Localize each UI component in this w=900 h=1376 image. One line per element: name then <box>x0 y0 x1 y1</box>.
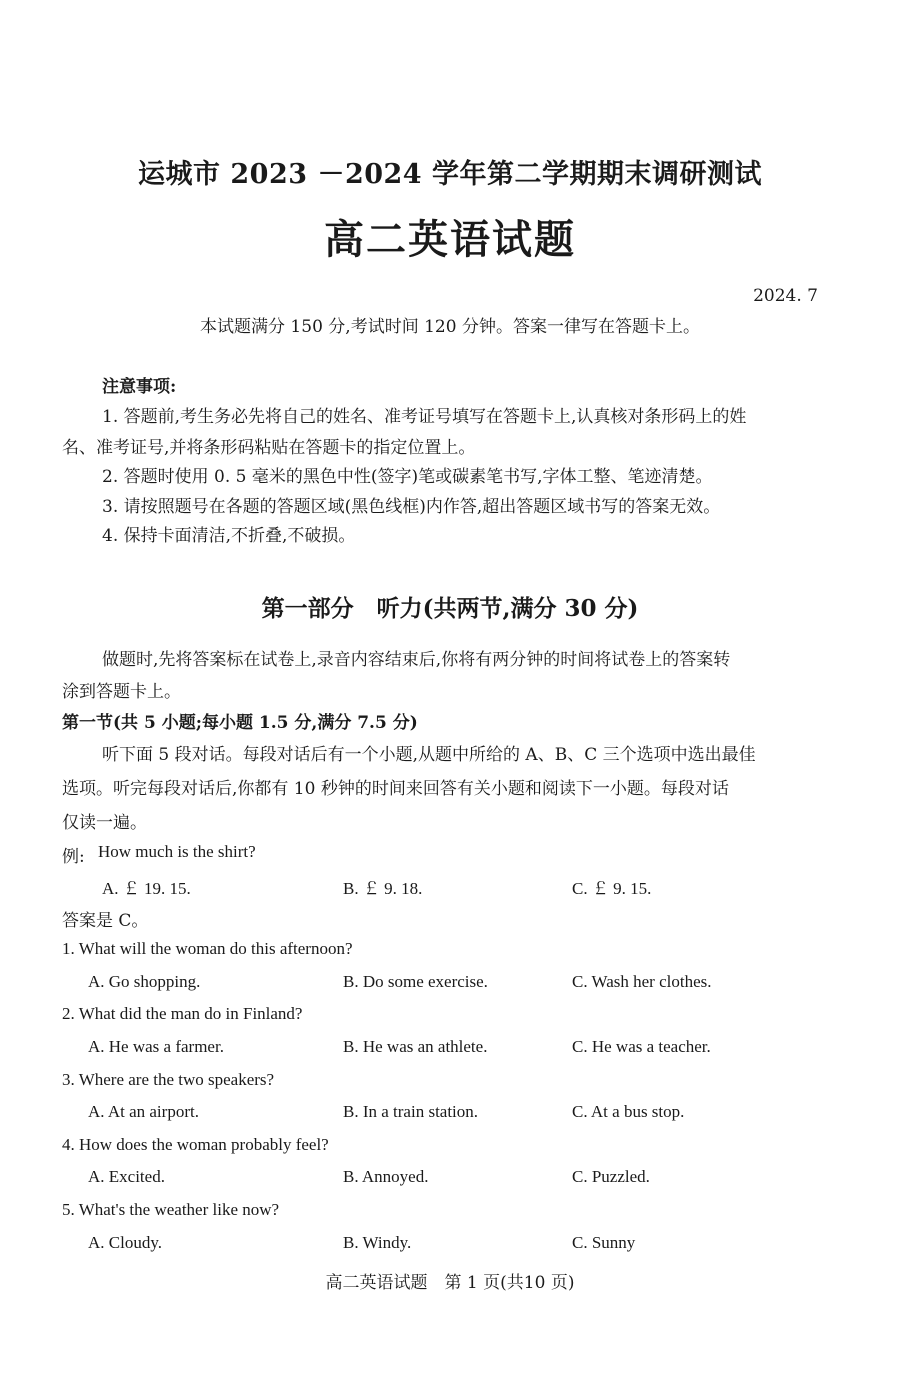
section1-instruction-line1: 听下面 5 段对话。每段对话后有一个小题,从题中所给的 A、B、C 三个选项中选出最佳 <box>102 745 756 765</box>
question-4: 4. How does the woman probably feel? <box>62 1135 329 1154</box>
example-label: 例: <box>62 847 85 867</box>
exam-title-line1: 运城市 2023 －2024 学年第二学期期末调研测试 <box>138 159 762 190</box>
question-5-option-b: B. Windy. <box>343 1233 412 1252</box>
question-5-option-a: A. Cloudy. <box>88 1233 162 1252</box>
question-2-option-a: A. He was a farmer. <box>88 1037 224 1056</box>
question-3: 3. Where are the two speakers? <box>62 1070 275 1089</box>
question-1-option-a: A. Go shopping. <box>88 972 201 991</box>
exam-date: 2024. 7 <box>753 286 818 306</box>
question-2-option-c: C. He was a teacher. <box>572 1037 711 1056</box>
section1-title: 第一节(共 5 小题;每小题 1.5 分,满分 7.5 分) <box>62 713 418 733</box>
question-5: 5. What's the weather like now? <box>62 1200 280 1219</box>
part1-instruction-line2: 涂到答题卡上。 <box>62 682 181 702</box>
page-footer: 高二英语试题 第 1 页(共10 页) <box>325 1273 575 1293</box>
question-5-option-c: C. Sunny <box>572 1233 636 1252</box>
question-4-option-c: C. Puzzled. <box>572 1167 650 1186</box>
notice-item-2: 2. 答题时使用 0. 5 毫米的黑色中性(签字)笔或碳素笔书写,字体工整、笔迹清楚。 <box>102 467 713 487</box>
notice-item-4: 4. 保持卡面清洁,不折叠,不破损。 <box>102 526 356 546</box>
part1-title: 第一部分 听力(共两节,满分 30 分) <box>261 595 639 622</box>
question-3-option-b: B. In a train station. <box>343 1102 479 1121</box>
example-option-b: B. ￡ 9. 18. <box>343 879 423 898</box>
notice-item-1-line2: 名、准考证号,并将条形码粘贴在答题卡的指定位置上。 <box>62 438 476 458</box>
exam-intro: 本试题满分 150 分,考试时间 120 分钟。答案一律写在答题卡上。 <box>200 317 700 337</box>
question-3-option-a: A. At an airport. <box>88 1102 199 1121</box>
exam-title-line2: 高二英语试题 <box>324 216 576 263</box>
example-option-a: A. ￡ 19. 15. <box>102 879 191 898</box>
question-3-option-c: C. At a bus stop. <box>572 1102 685 1121</box>
notice-item-3: 3. 请按照题号在各题的答题区域(黑色线框)内作答,超出答题区域书写的答案无效。 <box>102 497 721 517</box>
question-1: 1. What will the woman do this afternoon? <box>62 939 353 958</box>
question-4-option-a: A. Excited. <box>88 1167 165 1186</box>
question-2: 2. What did the man do in Finland? <box>62 1004 303 1023</box>
example-question: How much is the shirt? <box>98 842 256 861</box>
part1-instruction-line1: 做题时,先将答案标在试卷上,录音内容结束后,你将有两分钟的时间将试卷上的答案转 <box>102 650 731 670</box>
section1-instruction-line2: 选项。听完每段对话后,你都有 10 秒钟的时间来回答有关小题和阅读下一小题。每段对话 <box>62 779 729 799</box>
notice-heading: 注意事项: <box>102 377 177 397</box>
question-4-option-b: B. Annoyed. <box>343 1167 429 1186</box>
question-1-option-c: C. Wash her clothes. <box>572 972 712 991</box>
question-1-option-b: B. Do some exercise. <box>343 972 488 991</box>
question-2-option-b: B. He was an athlete. <box>343 1037 488 1056</box>
notice-item-1-line1: 1. 答题前,考生务必先将自己的姓名、准考证号填写在答题卡上,认真核对条形码上的姓 <box>102 407 747 427</box>
section1-instruction-line3: 仅读一遍。 <box>62 813 147 833</box>
example-answer: 答案是 C。 <box>62 911 149 931</box>
example-option-c: C. ￡ 9. 15. <box>572 879 652 898</box>
